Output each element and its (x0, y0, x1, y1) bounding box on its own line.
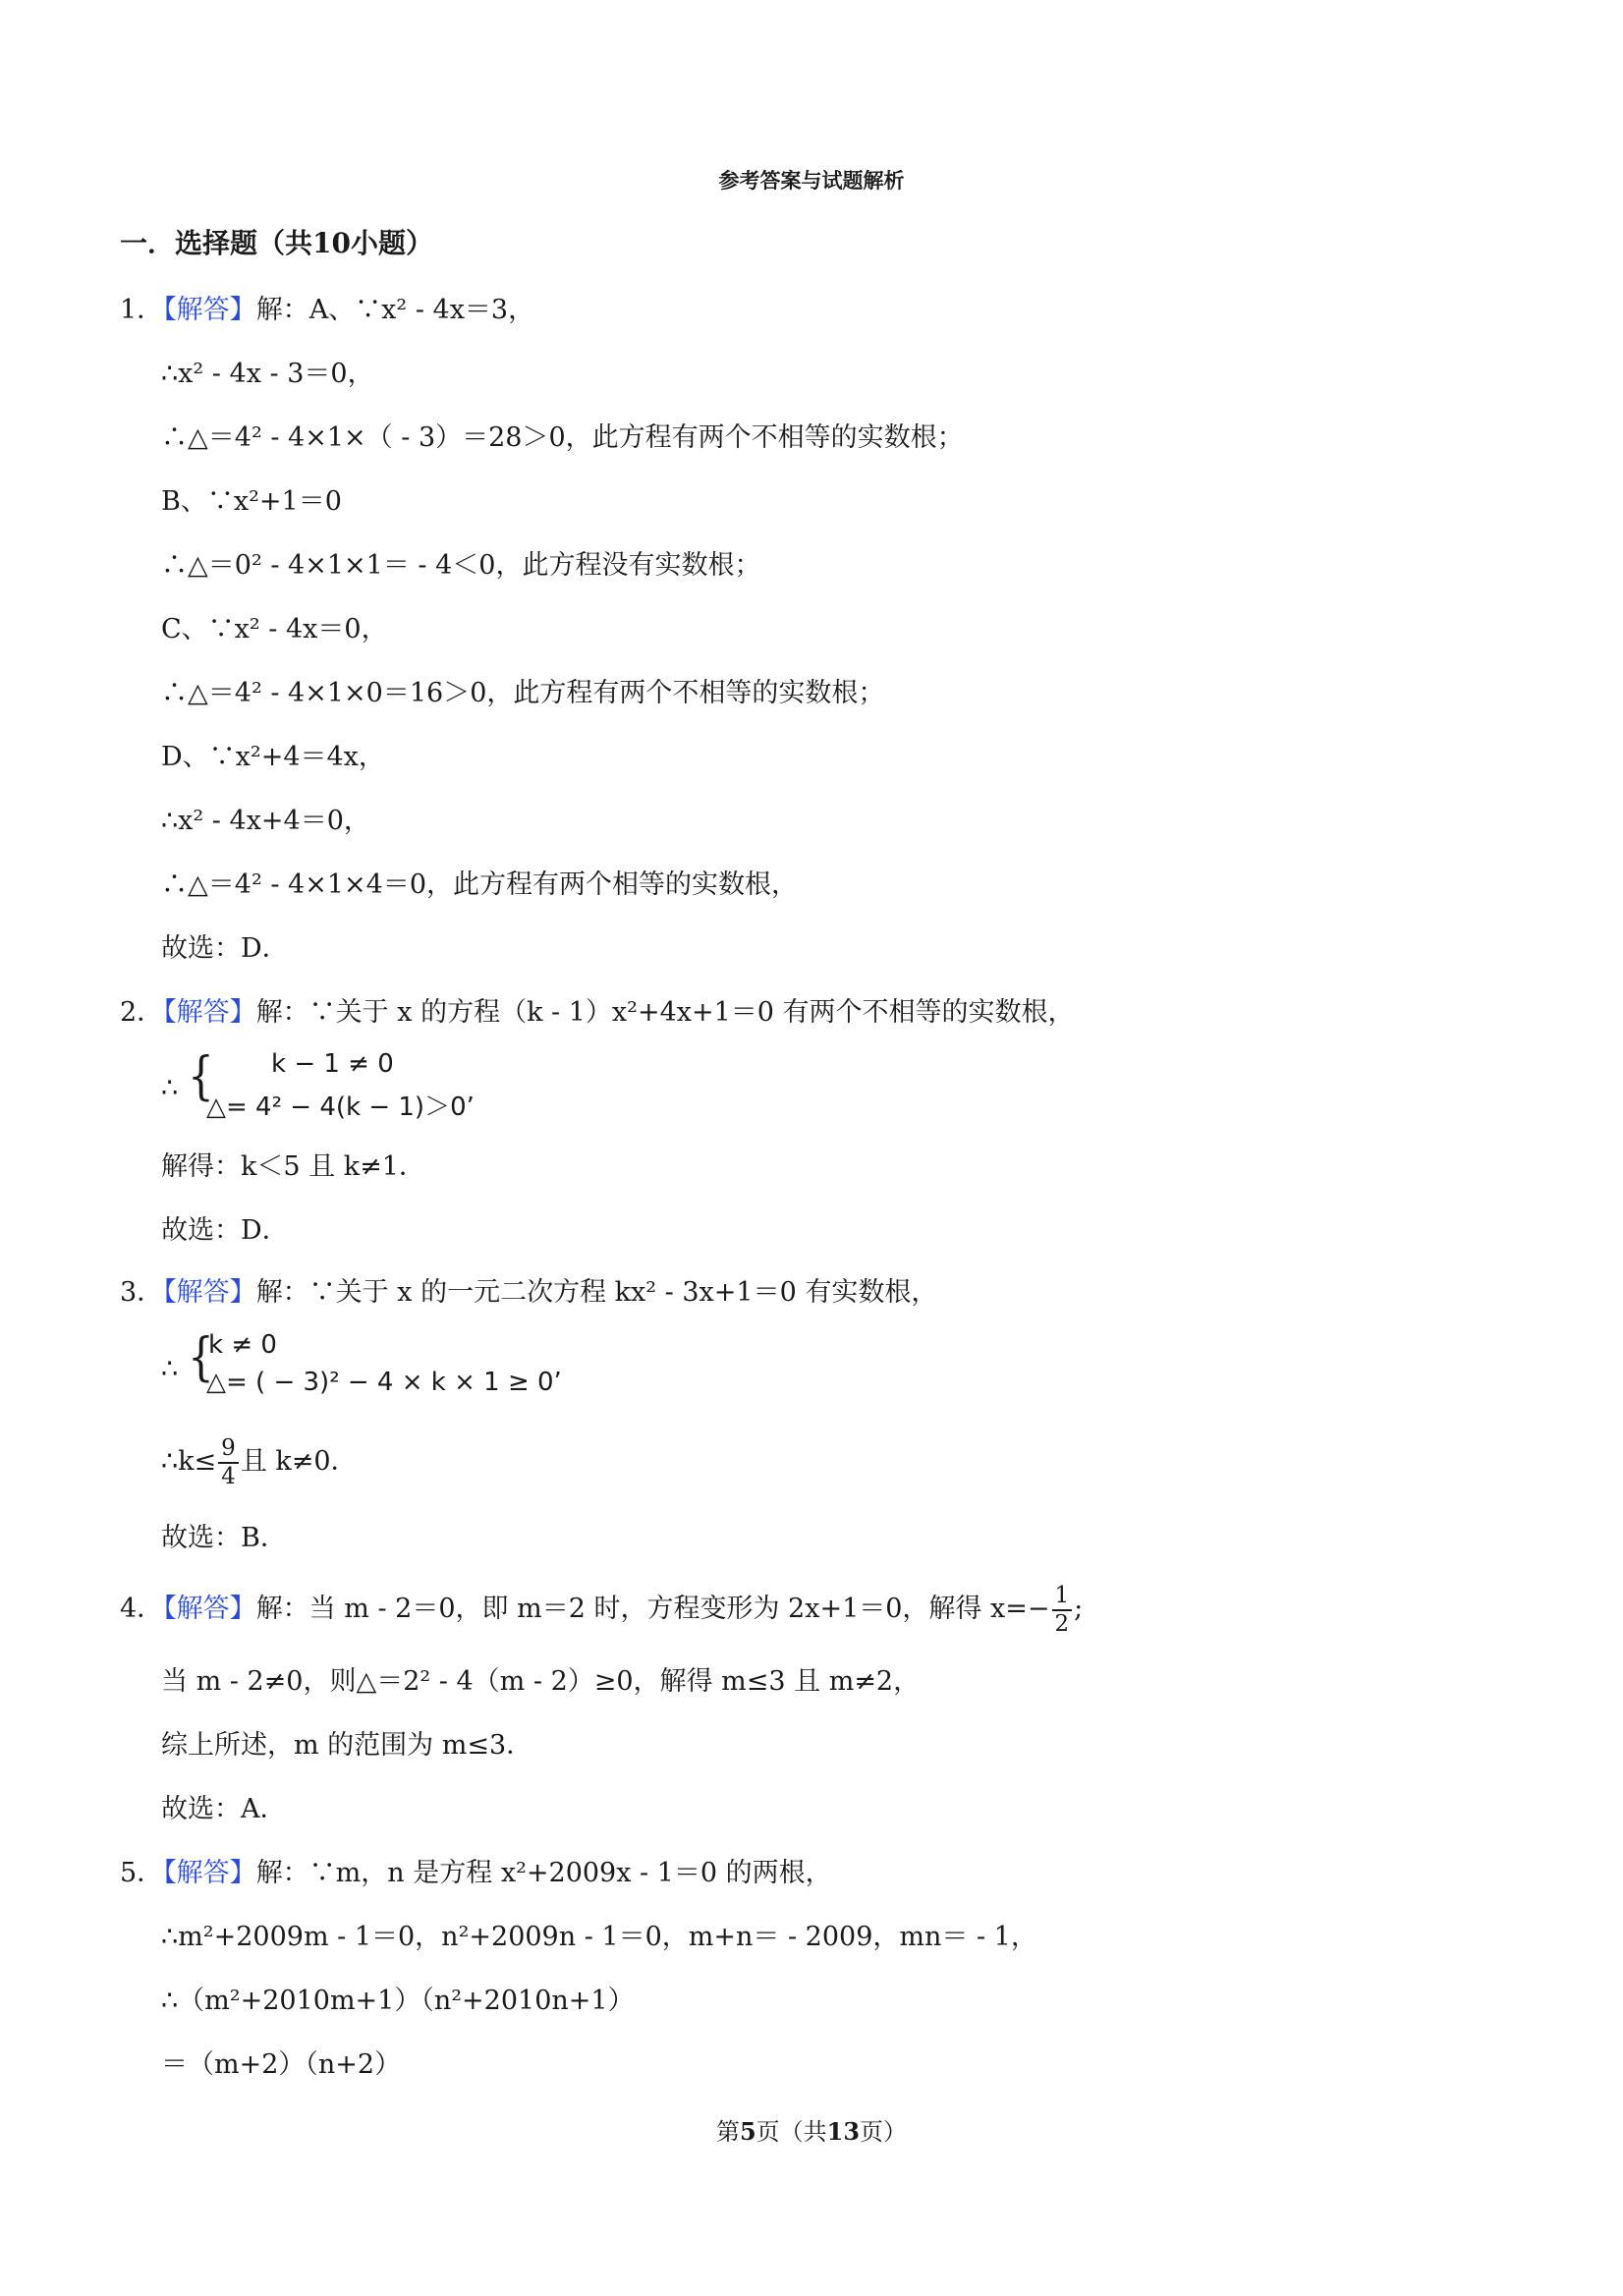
q3-system-row-2: △= ( − 3)² − 4 × k × 1 ≥ 0’ (206, 1368, 562, 1397)
q1-line-8: D、∵x²+4＝4x， (161, 742, 385, 772)
document-title: 参考答案与试题解析 (718, 168, 905, 193)
answer-tag: 【解答】 (163, 295, 256, 325)
fraction-denominator: 2 (1054, 1610, 1070, 1637)
left-brace: { (188, 1047, 214, 1106)
therefore-symbol: ∴ (161, 1354, 179, 1384)
footer-middle: 页（共 (756, 2118, 827, 2146)
q4-answer: 故选：A． (161, 1794, 287, 1824)
q1-number: 1． (120, 295, 164, 325)
q3-equation-system (161, 1326, 652, 1415)
answer-tag: 【解答】 (163, 1858, 256, 1888)
q4-number: 4． (120, 1594, 164, 1624)
q3-result (161, 1434, 358, 1489)
therefore-symbol: ∴ (161, 1073, 179, 1103)
fraction-numerator: 1 (1052, 1585, 1073, 1611)
q2-solve: 解得：k＜5 且 k≠1． (161, 1151, 425, 1182)
current-page-number: 5 (739, 2117, 756, 2146)
left-brace: { (188, 1328, 214, 1387)
q5-intro: 解：∵m，n 是方程 x²+2009x - 1＝0 的两根， (255, 1858, 832, 1888)
fraction-numerator: 9 (218, 1437, 239, 1464)
fraction-denominator: 4 (221, 1463, 236, 1489)
q1-line-4: B、∵x²+1＝0 (161, 486, 342, 517)
q3-first-line (120, 1275, 937, 1311)
footer-suffix: 页） (860, 2118, 908, 2146)
q2-system-row-2: △= 4² − 4(k − 1)＞0’ (206, 1092, 475, 1122)
q2-first-line (120, 995, 1075, 1031)
section-heading: 一．选择题（共10小题） (120, 227, 433, 259)
q4-line-2: 当 m - 2≠0，则△＝2² - 4（m - 2）≥0，解得 m≤3 且 m≠2， (161, 1666, 921, 1697)
q3-fraction (218, 1434, 239, 1489)
q3-system-row-1: k ≠ 0 (208, 1330, 277, 1360)
q3-intro: 解：∵关于 x 的一元二次方程 kx² - 3x+1＝0 有实数根， (255, 1277, 938, 1308)
q1-line-6: C、∵x² - 4x＝0， (161, 614, 388, 644)
q5-line-4: ＝（m+2）（n+2） (161, 2049, 402, 2080)
footer-prefix: 第 (715, 2118, 740, 2146)
q2-number: 2． (120, 997, 164, 1028)
q1-line-1: A、∵x² - 4x＝3， (308, 295, 535, 325)
q2-equation-system (161, 1045, 652, 1134)
q4-first-line (120, 1582, 1083, 1637)
q4-fraction (1052, 1582, 1073, 1637)
q1-line-5: ∴△＝0² - 4×1×1＝ - 4＜0，此方程没有实数根； (161, 550, 761, 581)
q3-result-prefix: ∴k≤ (161, 1446, 217, 1477)
q5-first-line (120, 1856, 832, 1891)
q2-intro: 解：∵关于 x 的方程（k - 1）x²+4x+1＝0 有两个不相等的实数根， (255, 997, 1075, 1028)
q1-line-10: ∴△＝4² - 4×1×4＝0，此方程有两个相等的实数根， (161, 869, 799, 900)
q2-answer: 故选：D． (161, 1215, 289, 1246)
answer-tag: 【解答】 (163, 1594, 256, 1624)
q1-first-line (120, 293, 534, 328)
q1-line-7: ∴△＝4² - 4×1×0＝16＞0，此方程有两个不相等的实数根； (161, 678, 885, 708)
q3-number: 3． (120, 1277, 164, 1308)
q1-line-9: ∴x² - 4x+4＝0， (161, 806, 370, 836)
q3-result-suffix: 且 k≠0． (240, 1446, 358, 1477)
answer-tag: 【解答】 (163, 997, 256, 1028)
page-footer (0, 2112, 1623, 2147)
q1-line-3: ∴△＝4² - 4×1×（ - 3）＝28＞0，此方程有两个不相等的实数根； (161, 422, 964, 453)
q1-intro: 解： (255, 295, 309, 325)
answer-tag: 【解答】 (163, 1277, 256, 1308)
total-page-count: 13 (826, 2117, 861, 2146)
q4-semicolon: ; (1074, 1594, 1084, 1624)
q4-intro: 解：当 m - 2＝0，即 m＝2 时，方程变形为 2x+1＝0，解得 x=− (255, 1594, 1050, 1624)
q1-answer: 故选：D． (161, 933, 289, 964)
q5-line-2: ∴m²+2009m - 1＝0，n²+2009n - 1＝0，m+n＝ - 2009，mn＝ - 1， (161, 1922, 1037, 1952)
q5-number: 5． (120, 1858, 164, 1888)
q4-line-3: 综上所述，m 的范围为 m≤3． (161, 1730, 533, 1761)
q3-answer: 故选：B． (161, 1523, 287, 1553)
q1-line-2: ∴x² - 4x - 3＝0， (161, 359, 374, 389)
q5-line-3: ∴（m²+2010m+1）（n²+2010n+1） (161, 1986, 635, 2016)
q2-system-row-1: k − 1 ≠ 0 (271, 1049, 394, 1079)
